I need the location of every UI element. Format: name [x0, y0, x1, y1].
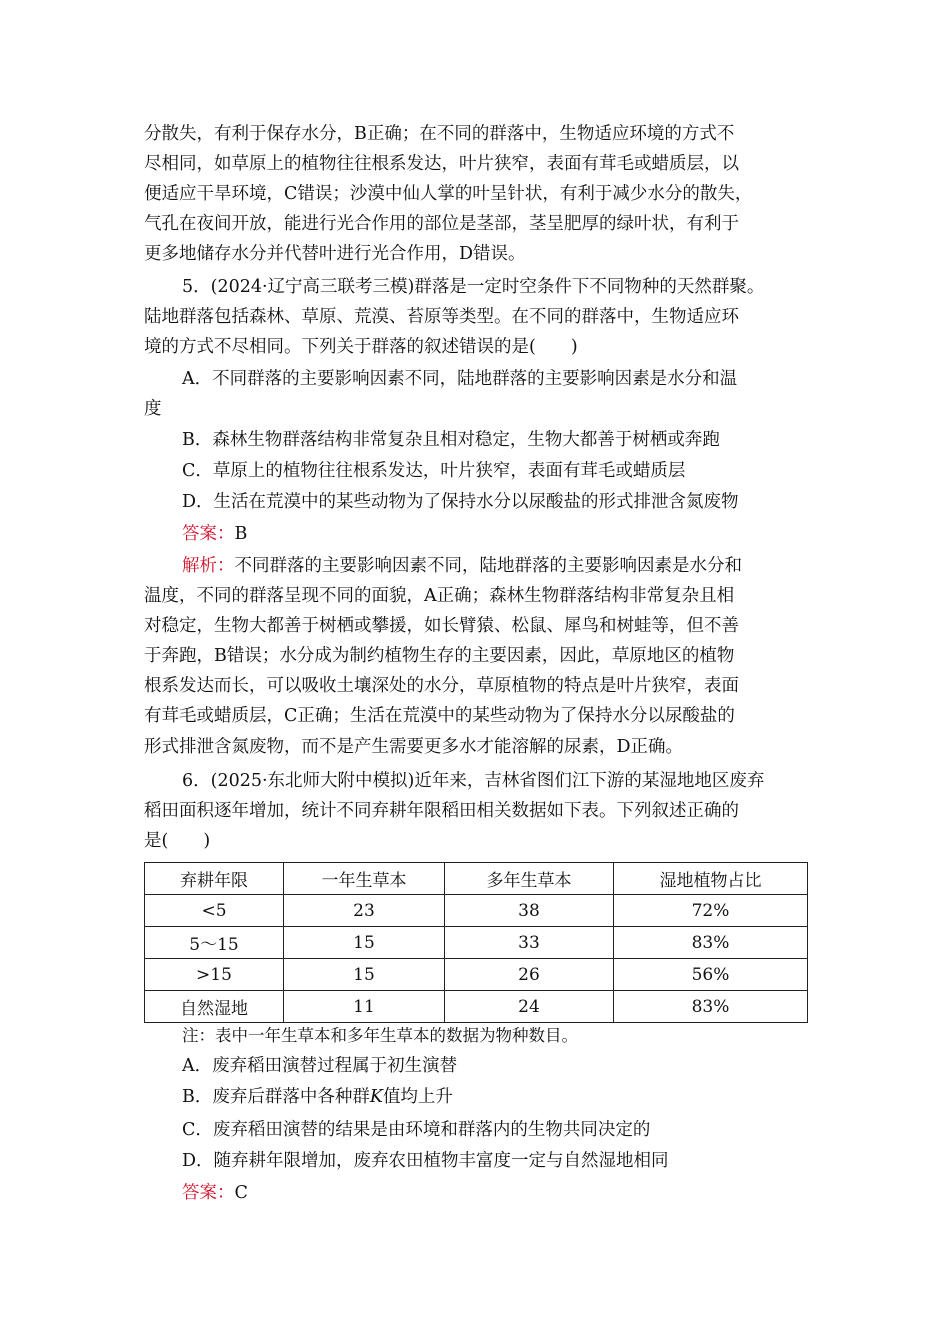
- table-row: [145, 895, 808, 927]
- table-note: 注：表中一年生草本和多年生草本的数据为物种数目。: [182, 1026, 578, 1045]
- q5-option-a-cont: 度: [144, 399, 162, 419]
- data-table: [144, 862, 808, 1023]
- q5-explanation-line: 对稳定，生物大都善于树栖或攀援，如长臂猿、松鼠、犀鸟和树蛙等，但不善: [144, 616, 739, 636]
- table-row: [145, 927, 808, 959]
- q6-option-a: A．废弃稻田演替过程属于初生演替: [182, 1056, 458, 1076]
- table-cell: 33: [445, 927, 614, 959]
- q5-explanation-line: 有茸毛或蜡质层，C正确；生活在荒漠中的某些动物为了保持水分以尿酸盐的: [144, 706, 735, 726]
- prev-explanation-line: 尽相同，如草原上的植物往往根系发达，叶片狭窄，表面有茸毛或蜡质层，以: [144, 154, 739, 174]
- q5-answer: [182, 522, 247, 546]
- explanation-text: 不同群落的主要影响因素不同，陆地群落的主要影响因素是水分和: [234, 556, 742, 576]
- q6-option-c: C．废弃稻田演替的结果是由环境和群落内的生物共同决定的: [182, 1120, 651, 1140]
- q5-option-d: D．生活在荒漠中的某些动物为了保持水分以尿酸盐的形式排泄含氮废物: [182, 492, 739, 512]
- table-cell: 26: [445, 959, 614, 991]
- q5-option-b: B．森林生物群落结构非常复杂且相对稳定，生物大都善于树栖或奔跑: [182, 430, 720, 450]
- explanation-label: 解析：: [182, 556, 235, 576]
- q5-explanation-line: 于奔跑，B错误；水分成为制约植物生存的主要因素，因此，草原地区的植物: [144, 646, 735, 666]
- table-cell: 5～15: [145, 927, 284, 959]
- answer-label: 答案：: [182, 524, 235, 544]
- q5-stem-line: 5．(2024·辽宁高三联考三模)群落是一定时空条件下不同物种的天然群聚。: [182, 277, 765, 297]
- q6-stem-line: 是( ): [144, 831, 211, 851]
- q5-stem-line: 境的方式不尽相同。下列关于群落的叙述错误的是( ): [144, 337, 578, 357]
- q5-option-a: A．不同群落的主要影响因素不同，陆地群落的主要影响因素是水分和温: [182, 369, 738, 389]
- table-cell: 23: [284, 895, 445, 927]
- q5-explanation-line: 根系发达而长，可以吸收土壤深处的水分，草原植物的特点是叶片狭窄，表面: [144, 676, 739, 696]
- table-header-row: [145, 863, 808, 895]
- table-cell: 15: [284, 927, 445, 959]
- answer-value: C: [234, 1183, 248, 1203]
- prev-explanation-line: 便适应干旱环境，C错误；沙漠中仙人掌的叶呈针状，有利于减少水分的散失，: [144, 184, 753, 204]
- table-header-cell: 多年生草本: [445, 863, 614, 895]
- q6-option-d: D．随弃耕年限增加，废弃农田植物丰富度一定与自然湿地相同: [182, 1151, 669, 1171]
- q6-answer: [182, 1181, 248, 1205]
- table-header-cell: 湿地植物占比: [614, 863, 808, 895]
- table-header-cell: 弃耕年限: [145, 863, 284, 895]
- q6-stem-line: 6．(2025·东北师大附中模拟)近年来，吉林省图们江下游的某湿地地区废弃: [182, 771, 765, 791]
- answer-value: B: [234, 524, 248, 544]
- q5-explanation-line: 温度，不同的群落呈现不同的面貌，A正确；森林生物群落结构非常复杂且相: [144, 586, 735, 606]
- q6-option-b: [182, 1085, 453, 1109]
- table-cell: 11: [284, 991, 445, 1023]
- prev-explanation-line: 气孔在夜间开放，能进行光合作用的部位是茎部，茎呈肥厚的绿叶状，有利于: [144, 214, 739, 234]
- q5-explanation-line: 形式排泄含氮废物，而不是产生需要更多水才能溶解的尿素，D正确。: [144, 737, 684, 757]
- prev-explanation-line: 分散失，有利于保存水分，B正确；在不同的群落中，生物适应环境的方式不: [144, 124, 735, 144]
- table-cell: 38: [445, 895, 614, 927]
- table-cell: 15: [284, 959, 445, 991]
- table-row: [145, 959, 808, 991]
- table-cell: >15: [145, 959, 284, 991]
- table-cell: 56%: [614, 959, 808, 991]
- table-cell: 24: [445, 991, 614, 1023]
- table-cell: 自然湿地: [145, 991, 284, 1023]
- prev-explanation-line: 更多地储存水分并代替叶进行光合作用，D错误。: [144, 244, 526, 264]
- table-row: [145, 991, 808, 1023]
- q5-explanation-line: [182, 554, 742, 578]
- table-cell: 83%: [614, 991, 808, 1023]
- k-symbol: K: [369, 1087, 383, 1107]
- table-header-cell: 一年生草本: [284, 863, 445, 895]
- table-cell: 83%: [614, 927, 808, 959]
- option-b-text: B．废弃后群落中各种群: [182, 1087, 370, 1107]
- q5-stem-line: 陆地群落包括森林、草原、荒漠、苔原等类型。在不同的群落中，生物适应环: [144, 307, 739, 327]
- option-b-text-end: 值均上升: [382, 1087, 453, 1107]
- table-cell: <5: [145, 895, 284, 927]
- q5-option-c: C．草原上的植物往往根系发达，叶片狭窄，表面有茸毛或蜡质层: [182, 461, 686, 481]
- table-cell: 72%: [614, 895, 808, 927]
- q6-stem-line: 稻田面积逐年增加，统计不同弃耕年限稻田相关数据如下表。下列叙述正确的: [144, 801, 739, 821]
- answer-label: 答案：: [182, 1183, 235, 1203]
